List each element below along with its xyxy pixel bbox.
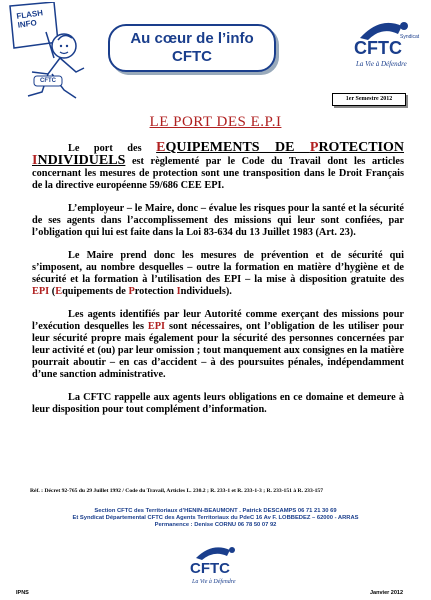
mascot-badge: CFTC [40,78,56,84]
paragraph-5: La CFTC rappelle aux agents leurs obligations en ce domaine et demeure à leur disposition pour tout complément d’information. [32,392,404,415]
epi-expansion: EQUIPEMENTS DE PROTECTION INDIVIDUELS [32,140,405,168]
paragraph-1: Le port des EQUIPEMENTS DE PROTECTION INDIVIDUELS est règlementé par le Code du Travail dont les articles concernant les mesures de protection sont une transposition dans le Droit Français de la directive européenne 59/686 CEE EPI. [32,140,405,191]
logo-tagline: La Vie à Défendre [356,60,407,68]
bubble-title-line1: Au cœur de l’info [130,30,254,47]
bubble-title-line2: CFTC [172,48,212,65]
contact-block [0,508,431,529]
footer-logo-name: CFTC [190,560,230,577]
semester-badge: 1er Semestre 2012 [332,93,406,106]
header-bubble [108,24,276,72]
footer-cftc-logo [178,542,252,586]
footer-ipns: IPNS [16,590,29,596]
legal-reference: Réf. : Décret 92-765 du 29 Juillet 1992 / Code du Travail, Articles L. 230.2 ; R. 233-1 et R. 233-1-3 ; R. 233-151 à R. 233-157 [30,488,324,494]
footer-logo-tagline: La Vie à Défendre [192,579,236,585]
mascot-sign-text: FLASH INFO [15,8,44,30]
paragraph-2: L’employeur – le Maire, donc – évalue les risques pour la santé et la sécurité de ses agents dans l’accomplissement des missions qui leur sont confiées, par l’obligation qui lui est faite dans la Loi 83-634 du 13 Juillet 1983 (Art. 23). [32,203,404,238]
contact-line-3: Permanence : Denise CORNU 06 78 50 07 92 [154,522,277,528]
article-body [32,142,404,427]
contact-line-1: Section CFTC des Territoriaux d’HENIN-BEAUMONT . Patrick DESCAMPS 06 71 21 30 69 [94,508,337,514]
contact-line-2: Et Syndicat Départemental CFTC des Agents Territoriaux du PdeC 16 Av F. LOBBEDEZ – 62000 - ARRAS [72,515,359,521]
paragraph-3: Le Maire prend donc les mesures de prévention et de sécurité qui s’imposent, au nombre desquelles – outre la formation en matière d’hygiène et de sécurité et la formation à l’utilisation des EPI – la mise à disposition gratuite des EPI (Equipements de Protection Individuels). [32,250,404,297]
logo-small-text: Syndicat [400,34,420,40]
cftc-logo [340,16,428,72]
paragraph-4: Les agents identifiés par leur Autorité comme exerçant des missions pour l’exécution desquelles les EPI sont nécessaires, ont l’obligation de les utiliser pour leur sécurité propre mais également pour la sécurité des personnes concernées par leur activité et (ou) par leur omission ; tout manquement aux consignes en la matière pourrait aboutir – en cas d’accident – à des poursuites pénales, indépendamment d’une sanction administrative. [32,309,404,380]
footer-date: Janvier 2012 [370,590,404,596]
flash-info-mascot-illustration [2,2,92,102]
logo-name: CFTC [354,38,402,58]
page-title: LE PORT DES E.P.I [149,114,282,130]
